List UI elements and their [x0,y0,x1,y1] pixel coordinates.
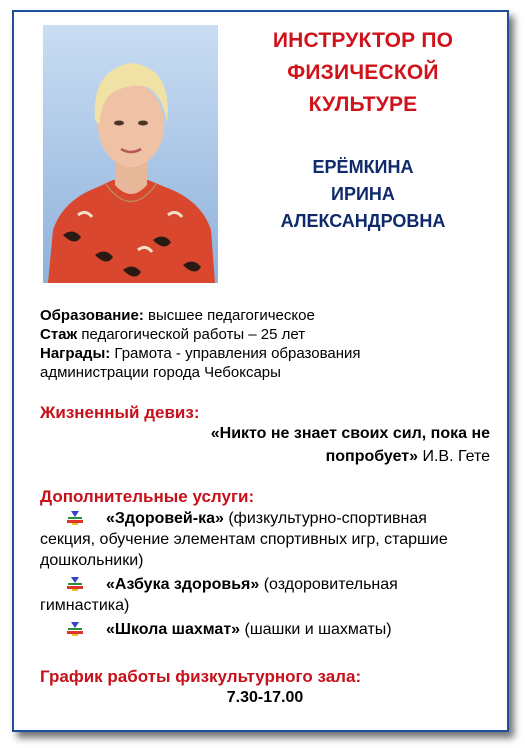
list-item [40,619,496,640]
portrait-photo [43,25,218,283]
motto-quote [134,422,490,468]
service-desc-rest: секция, обучение элементам спортивных игр, старшие дошкольники) [40,531,448,569]
patronymic: АЛЕКСАНДРОВНА [280,211,446,231]
person-name [232,154,494,235]
job-title-line: КУЛЬТУРЕ [308,93,418,116]
info-block [40,306,490,382]
first-name: ИРИНА [331,184,395,204]
service-desc: (шашки и шахматы) [240,621,392,638]
experience-value: педагогической работы – 25 лет [77,326,306,343]
awards-label: Награды: [40,345,111,362]
job-title [232,25,494,121]
experience-label: Стаж [40,326,78,343]
arrow-bullet-icon [67,577,83,591]
quote-author: И.В. Гете [418,448,490,465]
motto-quote-line [134,445,490,468]
arrow-bullet-icon [67,622,83,636]
quote-text-2: попробует» [325,448,419,465]
awards-line [40,344,490,363]
portrait-image [43,25,218,283]
awards-value: Грамота - управления образования [110,345,361,362]
schedule-hours: 7.30-17.00 [226,689,304,706]
quote-text-1: «Никто не знает своих сил, пока не [210,425,490,442]
job-title-line: ФИЗИЧЕСКОЙ [287,61,439,84]
list-item [40,508,496,571]
service-desc: (физкультурно-спортивная [223,510,427,527]
schedule-heading: График работы физкультурного зала: [40,667,362,686]
job-title-line: ИНСТРУКТОР ПО [272,29,454,52]
awards-value-continued: администрации города Чебоксары [40,364,281,381]
services-heading: Дополнительные услуги: [40,487,255,506]
experience-line [40,325,490,344]
service-desc-rest: гимнастика) [40,597,130,614]
education-line [40,306,490,325]
services-list [40,508,496,643]
list-item [40,574,496,616]
service-name: «Школа шахмат» [106,621,241,638]
service-desc: (оздоровительная [259,576,398,593]
flyer-card [12,10,509,732]
education-label: Образование: [40,307,144,324]
service-name: «Азбука здоровья» [106,576,260,593]
arrow-bullet-icon [67,511,83,525]
motto-heading: Жизненный девиз: [40,403,200,422]
surname: ЕРЁМКИНА [312,157,414,177]
motto-quote-line [134,422,490,445]
service-name: «Здоровей-ка» [106,510,224,527]
education-value: высшее педагогическое [143,307,315,324]
